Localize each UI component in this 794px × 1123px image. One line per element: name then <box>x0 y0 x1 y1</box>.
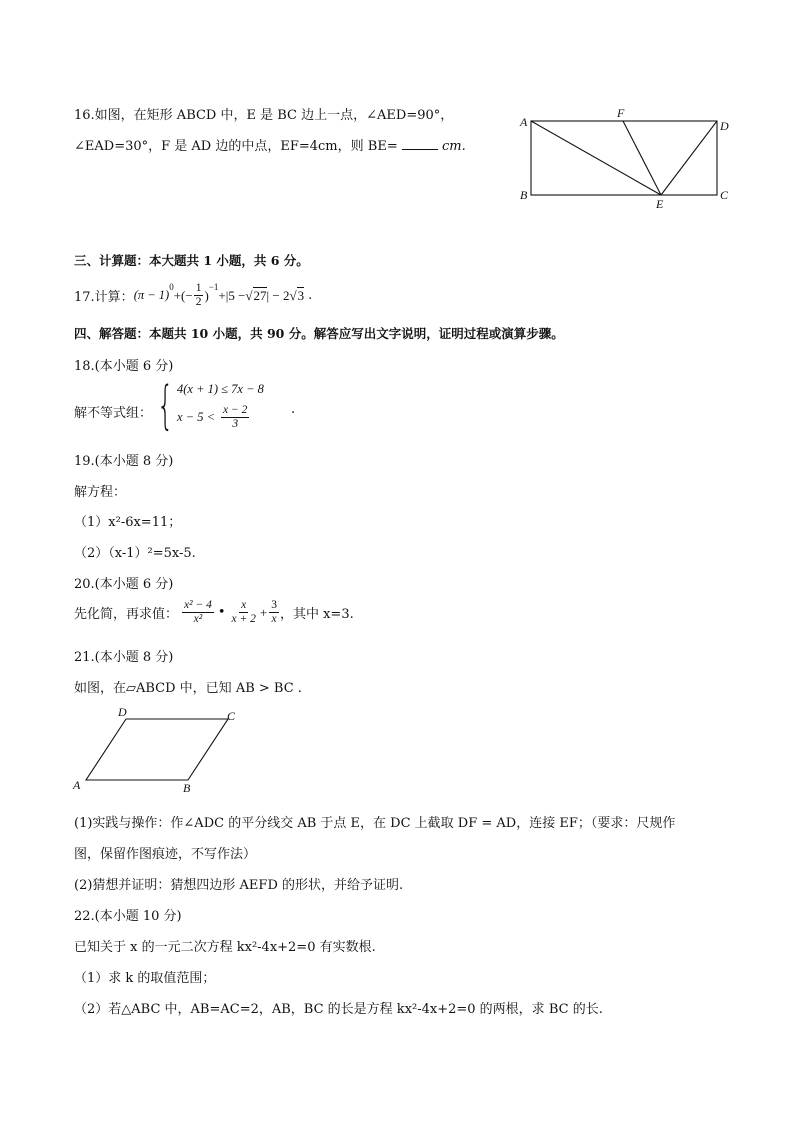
q18-prefix: 解不等式组： <box>74 406 153 421</box>
q17-term3b: | − 2 <box>266 287 290 303</box>
q20-frac3-den: x <box>271 613 277 625</box>
label-f: F <box>617 106 625 120</box>
q17-term1-exp: 0 <box>169 282 174 292</box>
parallelogram-figure <box>64 700 264 798</box>
q17-half-den: 2 <box>195 296 202 308</box>
q20-frac3 <box>269 599 279 626</box>
q18-ineq2 <box>177 404 250 431</box>
label-a: A <box>520 115 528 129</box>
label-c: C <box>227 709 236 723</box>
section-3-heading: 三、计算题：本大题共 1 小题，共 6 分。 <box>74 253 309 268</box>
q21-part1-line1: (1)实践与操作：作∠ADC 的平分线交 AB 于点 E，在 DC 上截取 DF = AD，连接 EF；（要求：尺规作 <box>74 816 676 831</box>
q21-part1-line2: 图，保留作图痕迹，不写作法） <box>74 847 257 862</box>
label-d: D <box>720 119 729 133</box>
q19-part2: （2）（x-1）²=5x-5. <box>74 546 196 561</box>
q20-frac2 <box>230 599 258 626</box>
q21-header: 21.(本小题 8 分) <box>74 650 174 665</box>
q16-line2 <box>74 135 466 154</box>
q17 <box>74 282 312 309</box>
q22-header: 22.(本小题 10 分) <box>74 909 182 924</box>
q18-frac-num: x − 2 <box>223 404 248 416</box>
q19-header: 19.(本小题 8 分) <box>74 454 174 469</box>
label-c: C <box>720 188 729 202</box>
q18-ineq2-left: x − 5 < <box>177 410 216 424</box>
q20-plus: + <box>259 604 268 620</box>
q20-expression <box>74 599 354 626</box>
label-b: B <box>183 781 191 795</box>
q17-half <box>194 282 204 309</box>
q17-end: . <box>308 288 313 303</box>
parallelogram-abcd <box>86 719 228 780</box>
q18-ineq1: 4(x + 1) ≤ 7x − 8 <box>177 382 264 396</box>
q20-frac1 <box>182 599 214 626</box>
label-e: E <box>656 197 664 211</box>
q20-frac3-num: 3 <box>271 599 277 611</box>
rectangle-figure <box>512 100 742 215</box>
q16-line2-text: ∠EAD=30°，F 是 AD 边的中点，EF=4cm，则 BE= <box>74 139 398 154</box>
sqrt-sign: √ <box>289 287 297 303</box>
section-4-heading: 四、解答题：本题共 10 小题，共 90 分。解答应写出文字说明，证明过程或演算步骤。 <box>74 326 564 341</box>
label-b: B <box>520 188 528 202</box>
q20-header: 20.(本小题 6 分) <box>74 577 174 592</box>
q16-unit: cm. <box>442 139 466 154</box>
q19-title: 解方程： <box>74 485 127 500</box>
segment-de <box>661 121 717 195</box>
q22-part1: （1）求 k 的取值范围； <box>74 971 216 986</box>
q20-dot: • <box>217 605 226 620</box>
label-d: D <box>118 705 127 719</box>
q17-sqrt3: 3 <box>297 288 305 303</box>
q21-intro: 如图，在▱ABCD 中，已知 AB > BC . <box>74 681 302 696</box>
system-brace: { <box>157 376 174 436</box>
label-a: A <box>73 778 81 792</box>
q16-line1: 16.如图，在矩形 ABCD 中，E 是 BC 边上一点，∠AED=90°， <box>74 108 454 123</box>
q22-part2: （2）若△ABC 中，AB=AC=2，AB，BC 的长是方程 kx²-4x+2=0 的两根，求 BC 的长. <box>74 1002 603 1017</box>
q20-frac2-num: x <box>241 599 247 611</box>
q17-half-num: 1 <box>195 282 202 294</box>
q17-term1: (π − 1) <box>133 288 170 302</box>
answer-blank[interactable] <box>402 138 438 150</box>
q20-frac1-num: x² − 4 <box>184 599 212 611</box>
q18-header: 18.(本小题 6 分) <box>74 359 174 374</box>
q21-part2: (2)猜想并证明：猜想四边形 AEFD 的形状，并给予证明. <box>74 878 404 893</box>
q18-end: . <box>291 402 296 417</box>
q22-intro: 已知关于 x 的一元二次方程 kx²-4x+2=0 有实数根. <box>74 940 376 955</box>
q17-sqrt27: 27 <box>253 288 267 303</box>
sqrt-sign: √ <box>245 287 253 303</box>
q17-term2b: ) <box>204 287 209 303</box>
q17-term2-exp: −1 <box>208 282 219 292</box>
q20-frac2-den: x + 2 <box>231 613 256 625</box>
q18-fraction <box>221 404 249 431</box>
q17-term3a: +|5 − <box>218 287 246 303</box>
q17-term2a: +(− <box>173 287 193 303</box>
q20-suffix: ，其中 x=3. <box>279 607 354 622</box>
q20-prefix: 先化简，再求值： <box>74 607 179 622</box>
q19-part1: （1）x²-6x=11； <box>74 515 182 530</box>
q17-prefix: 17.计算： <box>74 290 134 305</box>
q20-frac1-den: x² <box>193 613 203 625</box>
q18-frac-den: 3 <box>232 418 239 430</box>
